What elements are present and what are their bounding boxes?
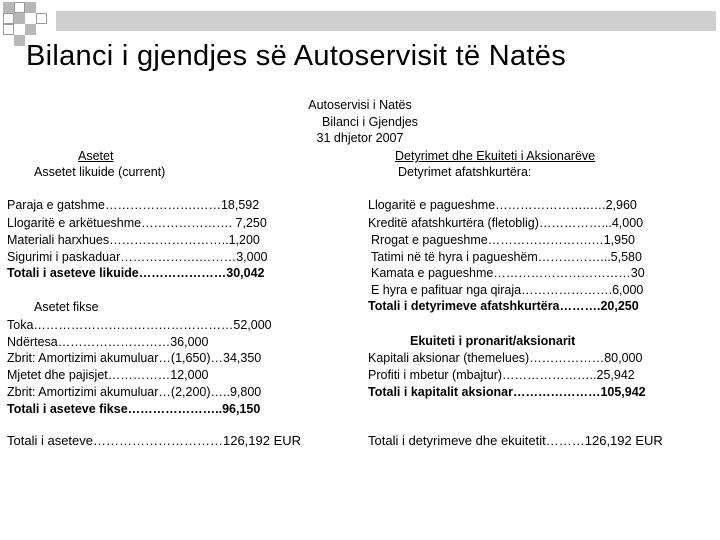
liabilities-current-item: E hyra e pafituar nga qiraja………………….6,000 [371,283,644,297]
assets-current-total: Totali i aseteve likuide…………………30,042 [7,266,265,280]
decor-square-6 [36,13,47,24]
equity-item: Profiti i mbetur (mbajtur)…………………..25,942 [368,368,635,382]
decor-square-7 [3,24,14,35]
assets-current-item: Sigurimi i paskaduar……………….………3,000 [7,250,268,264]
decor-square-5 [14,13,25,24]
decor-square-4 [3,13,14,24]
decor-square-1 [3,2,14,13]
assets-fixed-heading: Asetet fikse [34,300,99,314]
equity-item: Kapitali aksionar (themelues)………………80,000 [368,351,643,365]
assets-fixed-item: Mjetet dhe pajisjet……………12,000 [7,368,209,382]
assets-current-item: Paraja e gatshme………………….……18,592 [7,198,260,212]
liabilities-grand-total: Totali i detyrimeve dhe ekuitetit………126,192 EUR [368,433,663,448]
assets-current-heading: Assetet likuide (current) [34,165,166,179]
liabilities-heading: Detyrimet dhe Ekuiteti i Aksionarëve [395,149,596,163]
liabilities-current-item: Tatimi në të hyra i pagueshëm……………...5,580 [371,250,642,264]
decor-header-bar [56,11,716,31]
company-name: Autoservisi i Natës [308,98,412,112]
statement-name: Bilanci i Gjendjes [322,115,418,129]
liabilities-current-item: Kreditë afatshkurtëra (fletoblig)……………...4,000 [368,216,644,230]
assets-current-item: Llogaritë e arkëtueshme…………………. 7,250 [7,216,267,230]
equity-total: Totali i kapitalit aksionar…………………105,942 [368,385,646,399]
assets-fixed-total: Totali i aseteve fikse…………………..96,150 [7,402,261,416]
assets-fixed-item: Zbrit: Amortizimi akumuluar…(2,200)…..9,800 [7,385,262,399]
slide-title: Bilanci i gjendjes së Autoservisit të Natës [26,40,566,72]
liabilities-current-item: Kamata e pagueshme……………………………30 [371,266,645,280]
decor-square-8 [25,24,36,35]
decor-square-9 [14,35,25,46]
statement-date: 31 dhjetor 2007 [316,131,404,145]
assets-fixed-item: Zbrit: Amortizimi akumuluar…(1,650)…34,350 [7,351,262,365]
equity-heading: Ekuiteti i pronarit/aksionarit [410,334,576,348]
decor-square-3 [25,2,36,13]
liabilities-current-heading: Detyrimet afatshkurtëra: [398,165,532,179]
assets-grand-total: Totali i aseteve…………………………126,192 EUR [7,433,302,448]
liabilities-current-item: Llogaritë e pagueshme…………………..….2,960 [368,198,637,212]
assets-heading: Asetet [78,149,114,163]
liabilities-current-item: Rrogat e pagueshme…………………….…1,950 [371,233,635,247]
decor-square-2 [14,2,25,13]
assets-fixed-item: Ndërtesa………………………36,000 [7,335,209,349]
assets-current-item: Materiali harxhues………………………..1,200 [7,233,260,247]
liabilities-current-total: Totali i detyrimeve afatshkurtëra……….20,250 [368,299,639,313]
assets-fixed-item: Toka…………………………………………52,000 [7,318,272,332]
